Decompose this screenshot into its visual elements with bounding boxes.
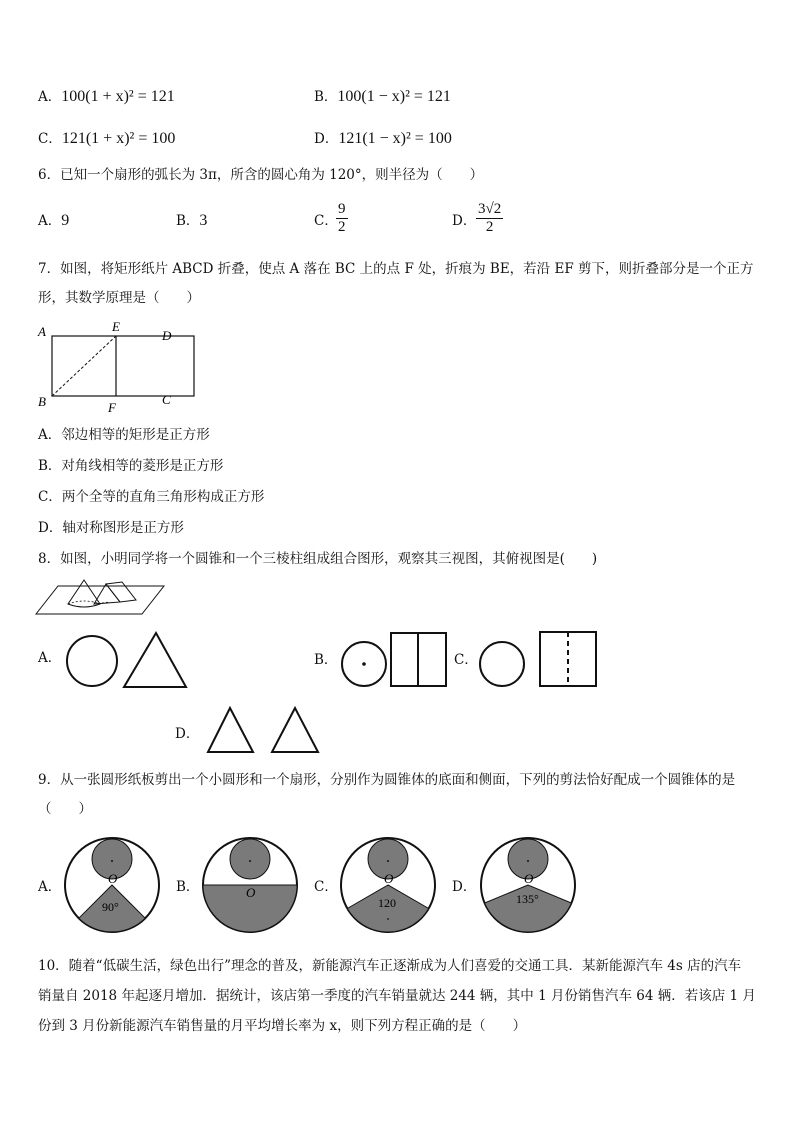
q8-option-b-figure xyxy=(340,630,450,690)
q9-option-d-letter: D． xyxy=(452,879,477,895)
q5-option-c xyxy=(38,129,175,149)
q9-option-b-figure xyxy=(200,835,300,935)
q9-option-d-figure xyxy=(478,835,578,935)
q10-line3: 份到 3 月份新能源汽车销售量的月平均增长率为 x，则下列方程正确的是（ ） xyxy=(38,1018,527,1034)
circle-view xyxy=(480,642,524,686)
q7-rectangle-figure xyxy=(36,320,186,415)
q9-option-a-letter: A． xyxy=(38,879,62,895)
circle-view xyxy=(67,636,117,686)
base-plane xyxy=(36,586,164,614)
label-e: E xyxy=(112,319,120,334)
label-b: B xyxy=(38,394,46,409)
q8-solid-figure xyxy=(36,578,166,618)
rectangle-abcd xyxy=(52,336,194,396)
q8-option-a-figure xyxy=(66,630,192,690)
q8-option-c-figure xyxy=(478,630,600,690)
q9-option-a-figure xyxy=(62,835,162,935)
option-letter: A． xyxy=(38,213,62,229)
q10-line1: 10．随着“低碳生活，绿色出行”理念的普及，新能源汽车正逐渐成为人们喜爱的交通工具．某新能源汽车 4s 店的汽车 xyxy=(38,958,742,974)
center-label: O xyxy=(384,871,394,886)
q8-stem: 8．如图，小明同学将一个圆锥和一个三棱柱组成组合图形，观察其三视图，其俯视图是( ) xyxy=(38,551,598,567)
q5-option-a xyxy=(38,87,175,107)
center-label: O xyxy=(108,871,118,886)
angle-label: 90° xyxy=(102,900,119,914)
q6-option-a xyxy=(38,211,69,231)
fold-line-be xyxy=(52,336,116,396)
option-letter: C． xyxy=(38,131,62,147)
option-equation: 100(1 − x)² = 121 xyxy=(337,88,451,105)
angle-label: 120 xyxy=(378,896,396,910)
label-f: F xyxy=(108,400,116,415)
q6-stem: 6．已知一个扇形的弧长为 3π，所含的圆心角为 120°，则半径为（ ） xyxy=(38,167,484,183)
q9-stem-line2: （ ） xyxy=(38,801,92,817)
q8-option-a-letter: A． xyxy=(38,650,62,666)
triangle-view xyxy=(124,633,186,687)
option-letter: D． xyxy=(314,131,339,147)
small-circle-center xyxy=(249,860,251,862)
prism-side xyxy=(106,582,136,602)
label-c: C xyxy=(162,392,171,407)
q6-option-d-fraction xyxy=(476,201,503,236)
fraction-numerator: 3√2 xyxy=(478,201,502,217)
option-equation: 121(1 + x)² = 100 xyxy=(61,130,176,147)
small-circle xyxy=(230,839,270,879)
center-dot xyxy=(362,662,366,666)
q6-option-c-letter: C． xyxy=(314,213,338,229)
q7-stem-line2: 形，其数学原理是（ ） xyxy=(38,290,200,306)
option-equation: 100(1 + x)² = 121 xyxy=(61,88,175,105)
q6-option-b xyxy=(176,211,207,231)
angle-label: 135° xyxy=(516,892,539,906)
small-circle-center xyxy=(387,860,389,862)
q8-option-d-letter: D． xyxy=(175,726,200,742)
small-circle-center xyxy=(527,860,529,862)
option-value: 9 xyxy=(61,212,70,229)
q9-option-c-letter: C． xyxy=(314,879,338,895)
triangle-view-right xyxy=(272,708,318,752)
arc-dot xyxy=(387,918,389,920)
fraction-denominator: 2 xyxy=(485,219,494,235)
center-label: O xyxy=(246,885,256,900)
fraction-denominator: 2 xyxy=(338,219,346,235)
q7-option-d: D．轴对称图形是正方形 xyxy=(38,520,184,536)
q8-option-c-letter: C． xyxy=(454,652,478,668)
q7-option-c: C．两个全等的直角三角形构成正方形 xyxy=(38,489,265,505)
label-d: D xyxy=(162,328,172,343)
q6-option-d-letter: D． xyxy=(452,213,477,229)
q10-line2: 销量自 2018 年起逐月增加．据统计，该店第一季度的汽车销量就达 244 辆，其中 1 月份销售汽车 64 辆．若该店 1 月 xyxy=(38,988,756,1004)
q7-option-b: B．对角线相等的菱形是正方形 xyxy=(38,458,224,474)
q9-option-c-figure xyxy=(338,835,438,935)
small-circle-center xyxy=(111,860,113,862)
center-label: O xyxy=(524,871,534,886)
triangle-view-left xyxy=(208,708,253,752)
q7-stem-line1: 7．如图，将矩形纸片 ABCD 折叠，使点 A 落在 BC 上的点 F 处，折痕为 BE，若沿 EF 剪下，则折叠部分是一个正方 xyxy=(38,261,754,277)
fraction-numerator: 9 xyxy=(338,201,346,217)
q8-option-b-letter: B． xyxy=(314,652,338,668)
q5-option-b xyxy=(314,87,451,107)
option-letter: B． xyxy=(176,213,200,229)
option-letter: B． xyxy=(314,89,338,105)
label-a: A xyxy=(38,324,46,339)
q9-stem-line1: 9．从一张圆形纸板剪出一个小圆形和一个扇形，分别作为圆锥体的底面和侧面，下列的剪法恰好配成一个圆锥体的是 xyxy=(38,772,736,788)
option-equation: 121(1 − x)² = 100 xyxy=(338,130,452,147)
option-letter: A． xyxy=(38,89,62,105)
q6-option-c-fraction xyxy=(336,201,348,236)
q7-option-a: A．邻边相等的矩形是正方形 xyxy=(38,427,210,443)
q5-option-d xyxy=(314,129,452,149)
q9-option-b-letter: B． xyxy=(176,879,200,895)
q8-option-d-figure xyxy=(205,705,345,755)
option-value: 3 xyxy=(199,212,208,229)
